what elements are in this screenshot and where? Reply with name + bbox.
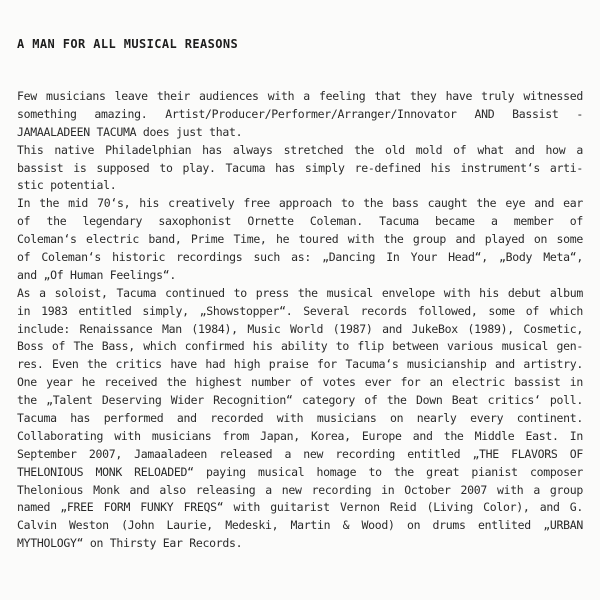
text-line: include: Renaissance Man (1984), Music World (1987) and JukeBox (1989), Cosmetic, <box>17 321 583 336</box>
text-line: named „FREE FORM FUNKY FREQS“ with guitarist Vernon Reid (Living Color), and G. <box>17 500 583 515</box>
text-line: THELONIOUS MONK RELOADED“ paying musical homage to the great pianist composer <box>17 464 583 479</box>
text-line: September 2007, Jamaaladeen released a new recording entitled „THE FLAVORS OF <box>17 446 583 461</box>
text-line: and „Of Human Feelings“. <box>17 267 176 282</box>
text-line: in 1983 entitled simply, „Showstopper“. Several records followed, some of which <box>17 303 583 318</box>
text-line: In the mid 70‘s, his creatively free approach to the bass caught the eye and ear <box>17 196 583 211</box>
text-line: One year he received the highest number of votes ever for an electric bassist in <box>17 375 583 390</box>
text-line: Thelonious Monk and also releasing a new recording in October 2007 with a group <box>17 482 583 497</box>
text-line: Collaborating with musicians from Japan, Korea, Europe and the Middle East. In <box>17 428 583 443</box>
text-line: of Coleman‘s historic recordings such as: „Dancing In Your Head“, „Body Meta“, <box>17 250 583 265</box>
text-line: stic potential. <box>17 178 117 193</box>
text-line: As a soloist, Tacuma continued to press the musical envelope with his debut album <box>17 285 583 300</box>
text-line: Boss of The Bass, which confirmed his ability to flip between various musical gen- <box>17 339 583 354</box>
text-line: This native Philadelphian has always stretched the old mold of what and how a <box>17 142 583 157</box>
text-line: Few musicians leave their audiences with a feeling that they have truly witnessed <box>17 89 583 103</box>
text-line: MYTHOLOGY“ on Thirsty Ear Records. <box>17 536 243 551</box>
text-line: Coleman‘s electric band, Prime Time, he toured with the group and played on some <box>17 232 583 247</box>
article-body <box>17 88 583 553</box>
text-line: Calvin Weston (John Laurie, Medeski, Martin & Wood) on drums entlited „URBAN <box>17 518 583 533</box>
text-line: the „Talent Deserving Wider Recognition“ category of the Down Beat critics‘ poll. <box>17 393 583 408</box>
text-line: something amazing. Artist/Producer/Performer/Arranger/Innovator AND Bassist - <box>17 106 583 121</box>
page-title: A MAN FOR ALL MUSICAL REASONS <box>17 37 239 51</box>
text-line: of the legendary saxophonist Ornette Coleman. Tacuma became a member of <box>17 214 583 229</box>
text-line: JAMAALADEEN TACUMA does just that. <box>17 124 243 139</box>
text-line: res. Even the critics have had high praise for Tacuma‘s musicianship and artistry. <box>17 357 583 372</box>
text-line: Tacuma has performed and recorded with musicians on nearly every continent. <box>17 411 583 426</box>
text-line: bassist is supposed to play. Tacuma has simply re-defined his instrument‘s arti- <box>17 160 583 175</box>
